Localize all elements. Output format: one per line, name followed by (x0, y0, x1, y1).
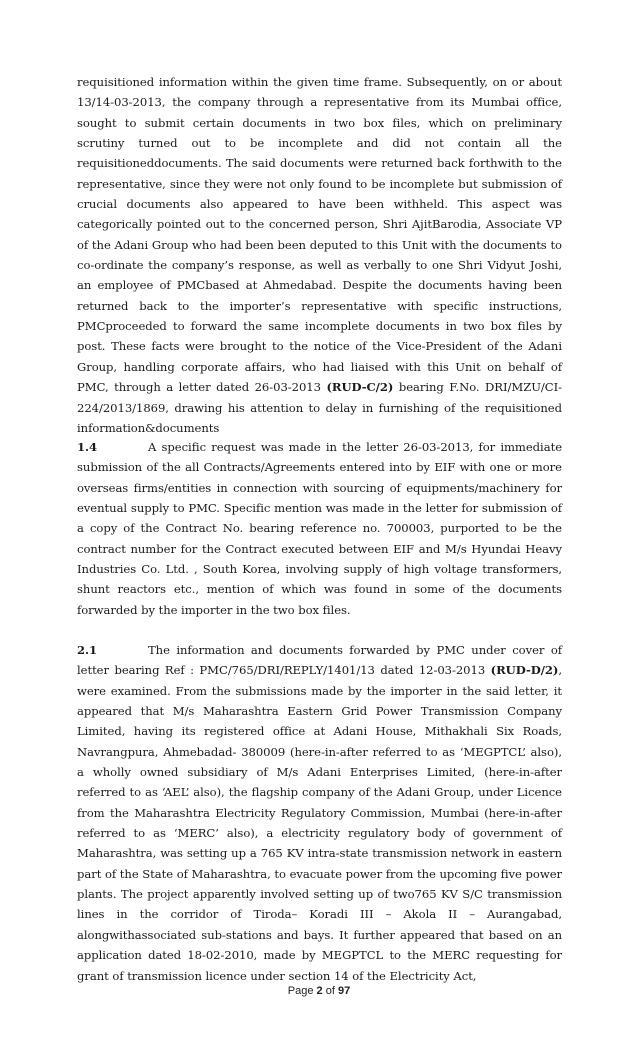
paragraph-text-part1: requisitioned information within the given time frame. Subsequently, on or about 13/14-03-2013, the company through a representative from its Mumbai office, sought to submit certain documents in two box files, which on preliminary scrutiny turned out to be incomplete and did not contain all the requisitioneddocuments. The said documents were returned back forthwith to the representative, since they were not only found to be incomplete but submission of crucial documents also appeared to have been withheld. This aspect was categorically pointed out to the concerned person, Shri AjitBarodia, Associate VP of the Adani Group who had been been deputed to this Unit with the documents to co-ordinate the company’s response, as well as verbally to one Shri Vidyut Joshi, an employee of PMCbased at Ahmedabad. Despite the documents having been returned back to the importer’s representative with specific instructions, PMCproceeded to forward the same incomplete documents in two box files by post. These facts were brought to the notice of the Vice-President of the Adani Group, handling corporate affairs, who had liaised with this Unit on behalf of PMC, through a letter dated 26-03-2013 (77, 75, 562, 395)
section-number: 1.4 (77, 440, 98, 454)
rud-reference: (RUD-D/2) (490, 663, 559, 678)
page-current: 2 (316, 985, 323, 997)
paragraph-text (77, 640, 562, 986)
page-total: 97 (337, 985, 351, 997)
paragraph-text (77, 72, 562, 438)
rud-reference: (RUD-C/2) (326, 380, 394, 395)
paragraph-section-2-1 (77, 640, 562, 986)
section-text-part1: The information and documents forwarded by PMC under cover of letter bearing Ref : PMC/765/DRI/REPLY/1401/13 dated 12-03-2013 (77, 643, 562, 678)
paragraph-text-part2: bearing F.No. DRI/MZU/CI-224/2013/1869, drawing his attention to delay in furnishing of the requisitioned information&documents (77, 380, 562, 435)
paragraph-section-1-4 (77, 437, 562, 620)
paragraph-continuation (77, 72, 562, 438)
page-label: Page (287, 985, 317, 997)
page-footer (0, 985, 638, 997)
section-text: A specific request was made in the letter 26-03-2013, for immediate submission of the all Contracts/Agreements entered into by EIF with one or more overseas firms/entities in connection with sourcing of equipments/machinery for eventual supply to PMC. Specific mention was made in the letter for submission of a copy of the Contract No. bearing reference no. 700003, purported to be the contract number for the Contract executed between EIF and M/s Hyundai Heavy Industries Co. Ltd. , South Korea, involving supply of high voltage transformers, shunt reactors etc., mention of which was found in some of the documents forwarded by the importer in the two box files. (77, 440, 562, 617)
section-number: 2.1 (77, 643, 98, 657)
section-text-part2: , were examined. From the submissions made by the importer in the said letter, it appeared that M/s Maharashtra Eastern Grid Power Transmission Company Limited, having its registered office at Adani House, Mithakhali Six Roads, Navrangpura, Ahmebadad- 380009 (here-in-after referred to as ‘MEGPTCL’ also), a wholly owned subsidiary of M/s Adani Enterprises Limited, (here-in-after referred to as ‘AEL’ also), the flagship company of the Adani Group, under Licence from the Maharashtra Electricity Regulatory Commission, Mumbai (here-in-after referred to as ‘MERC’ also), a electricity regulatory body of government of Maharashtra, was setting up a 765 KV intra-state transmission network in eastern part of the State of Maharashtra, to evacuate power from the upcoming five power plants. The project apparently involved setting up of two765 KV S/C transmission lines in the corridor of Tiroda– Koradi III – Akola II – Aurangabad, alongwithassociated sub-stations and bays. It further appeared that based on an application dated 18-02-2010, made by MEGPTCL to the MERC requesting for grant of transmission licence under section 14 of the Electricity Act, (77, 663, 562, 983)
paragraph-text (77, 437, 562, 620)
page-separator: of (322, 985, 338, 997)
